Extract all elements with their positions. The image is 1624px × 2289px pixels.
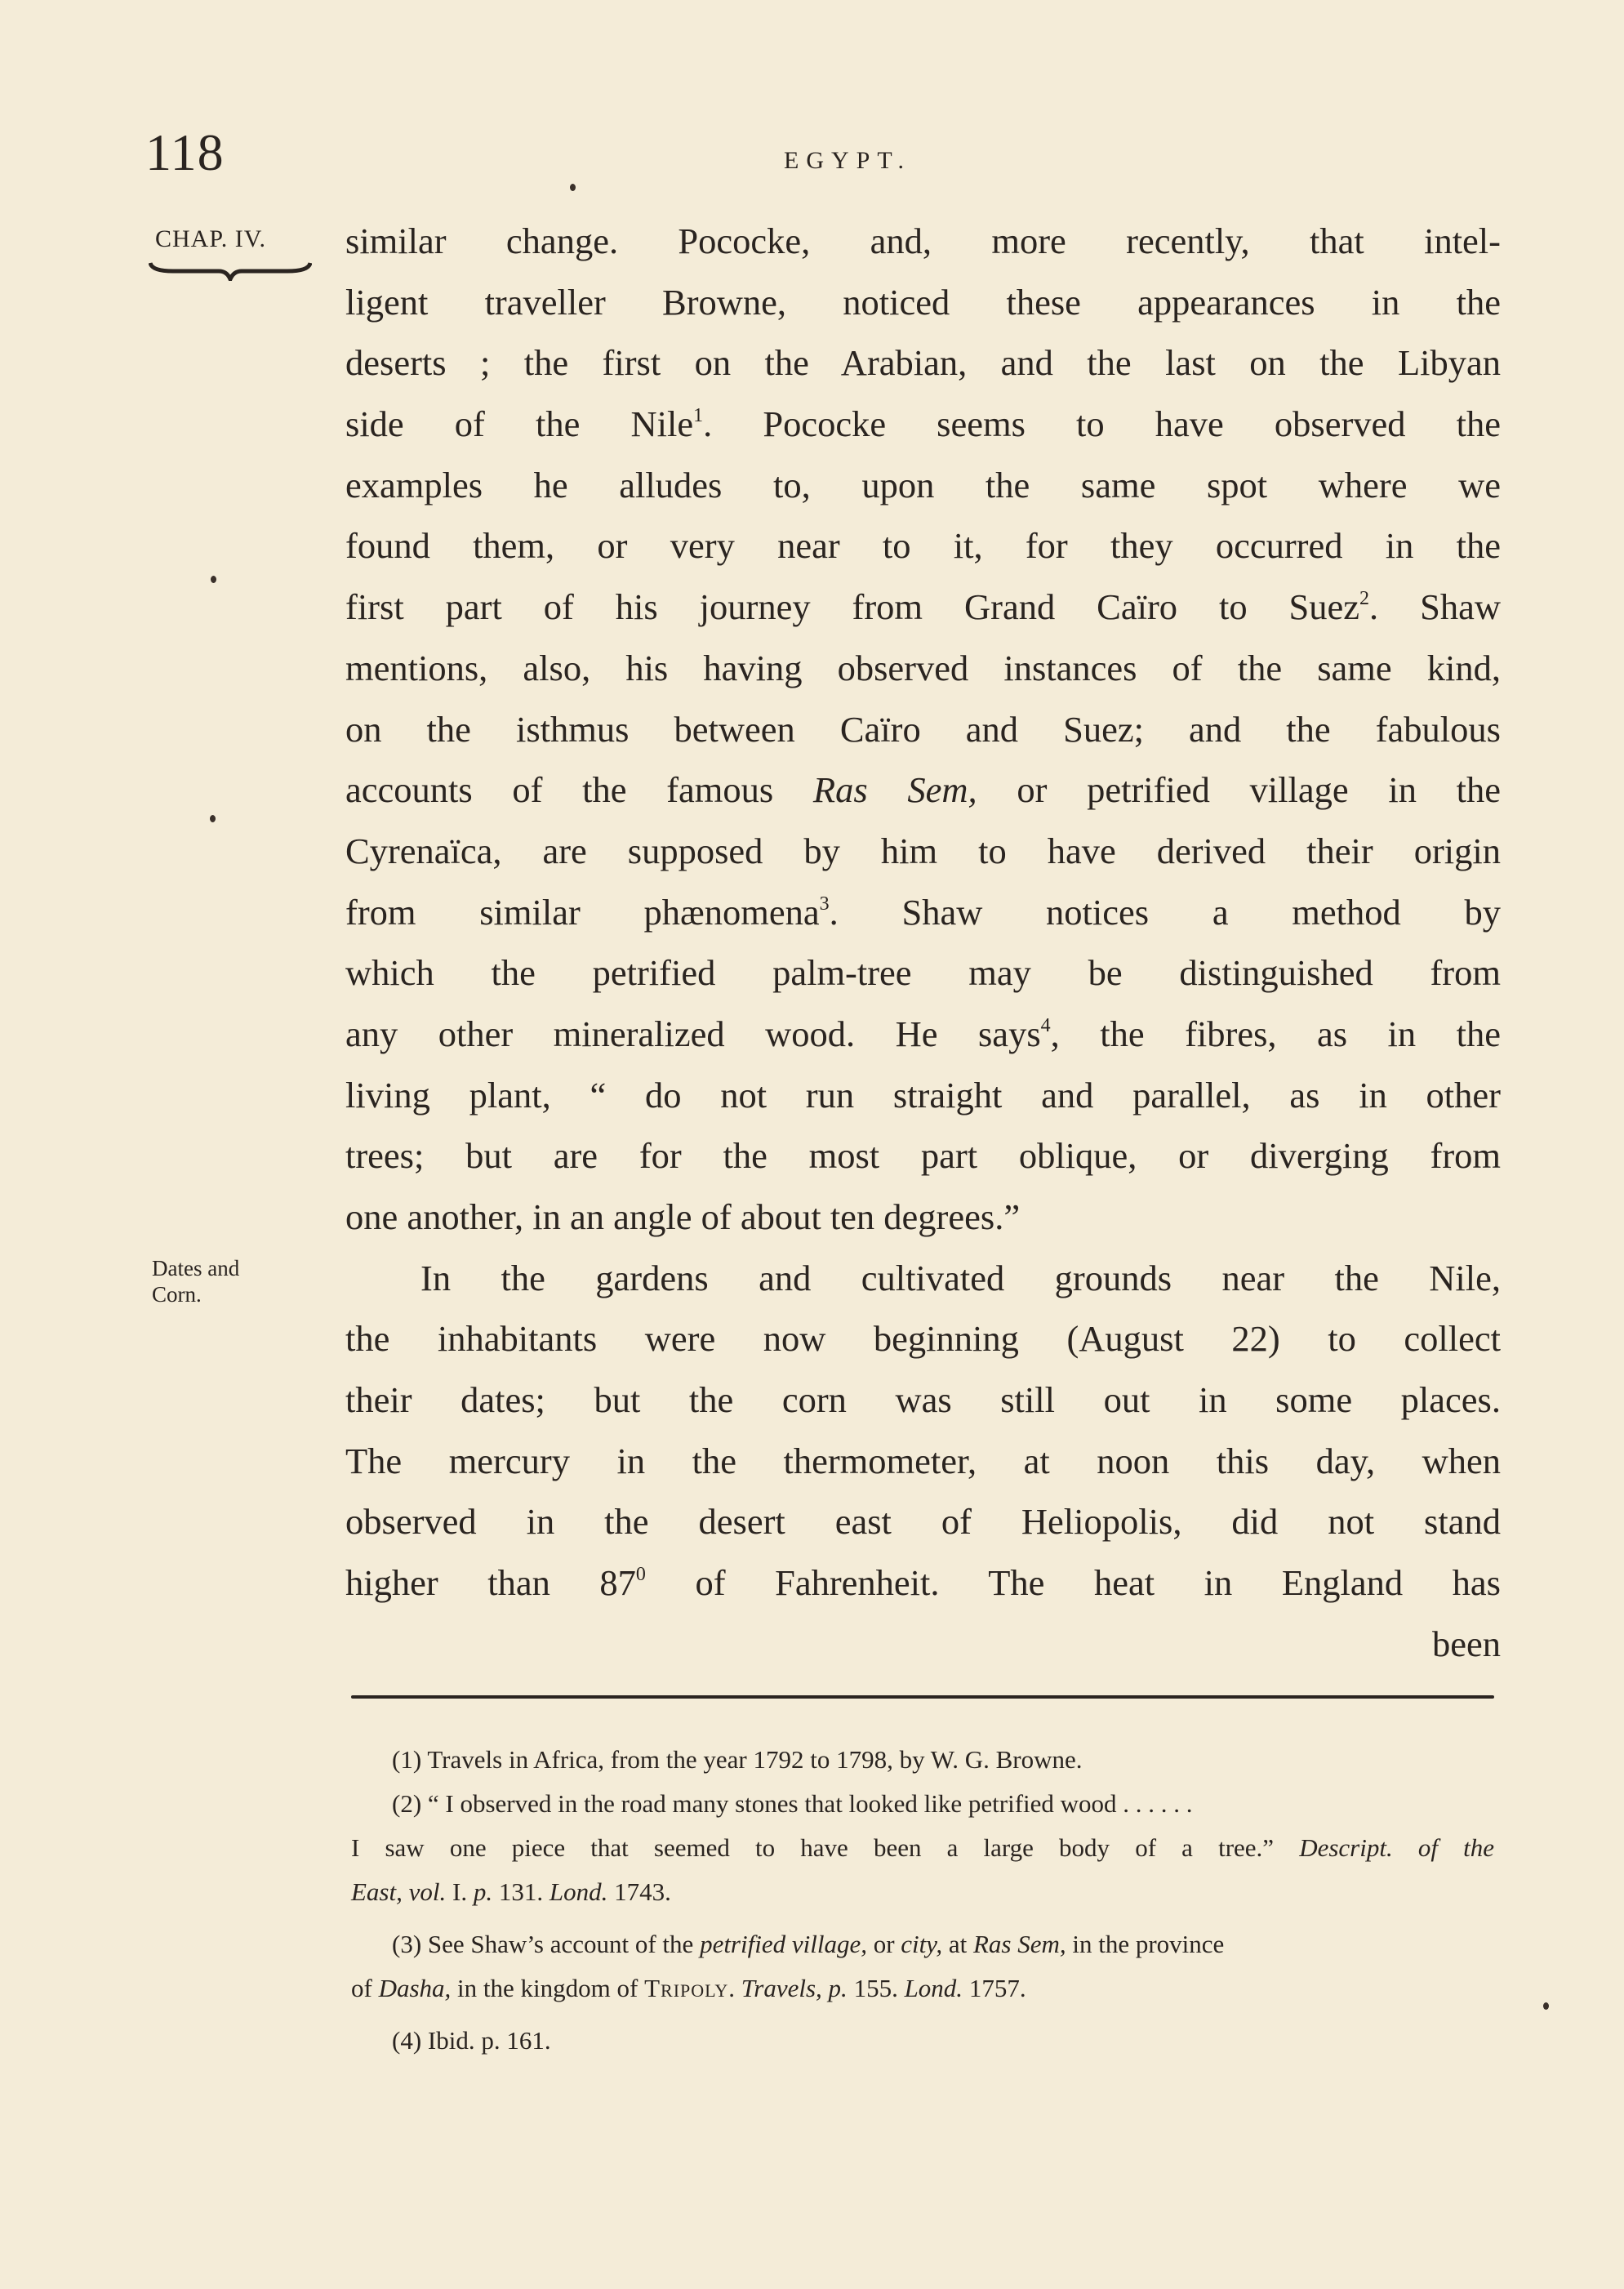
footnote-2: (2) “ I observed in the road many stones that looked like petrified wood . . . . . .: [392, 1789, 1193, 1818]
text-line: living plant, “ do not run straight and parallel, as in other: [345, 1074, 1501, 1116]
text-line: the inhabitants were now beginning (August 22) to collect: [345, 1318, 1501, 1360]
margin-note-line: Corn.: [152, 1282, 202, 1307]
text-line: first part of his journey from Grand Caïro to Suez$^2$. Shaw: [345, 586, 1501, 628]
margin-note: [152, 1255, 315, 1307]
text-line: one another, in an angle of about ten degrees.”: [345, 1196, 1021, 1237]
text-line: accounts of the famous Ras Sem, or petrified village in the: [345, 769, 1501, 811]
text-line: found them, or very near to it, for they occurred in the: [345, 525, 1501, 567]
text-line: trees; but are for the most part oblique, or diverging from: [345, 1135, 1501, 1177]
footnote-2-cont: East, vol. I. p. 131. Lond. 1743.: [351, 1877, 671, 1906]
chapter-brace-ornament: [149, 260, 312, 281]
margin-note-line: Dates and: [152, 1256, 240, 1280]
footnote-ref: 3: [819, 893, 830, 915]
text-line: Cyrenaïca, are supposed by him to have derived their origin: [345, 830, 1501, 871]
text-line: which the petrified palm-tree may be distinguished from: [345, 952, 1501, 994]
text-line: mentions, also, his having observed instances of the same kind,: [345, 647, 1501, 688]
text-line: higher than $87^0$ of Fahrenheit. The heat in England has: [345, 1562, 1501, 1604]
running-head: EGYPT.: [784, 147, 911, 174]
text-line: any other mineralized wood. He says$^4$, the fibres, as in the: [345, 1013, 1501, 1054]
footnote-2-cont: I saw one piece that seemed to have been a large body of a tree.” Descript. of the: [351, 1833, 1494, 1862]
footnote-ref: 4: [1040, 1014, 1051, 1036]
text-line: deserts ; the first on the Arabian, and the last on the Libyan: [345, 342, 1501, 384]
text-line: similar change. Pococke, and, more recently, that intel-: [345, 220, 1501, 261]
ink-speck: [570, 184, 576, 191]
footnote-3-cont: of Dasha, in the kingdom of Tripoly. Travels, p. 155. Lond. 1757.: [351, 1974, 1026, 2002]
chapter-label: CHAP. IV.: [155, 225, 266, 252]
text-line: their dates; but the corn was still out in some places.: [345, 1379, 1501, 1421]
footnote-rule: [351, 1695, 1494, 1699]
body-text: [345, 211, 1501, 1675]
ink-speck: [1543, 2002, 1549, 2010]
page-number: 118: [145, 123, 225, 181]
ink-speck: [210, 815, 216, 822]
footnote-1: (1) Travels in Africa, from the year 1792 to 1798, by W. G. Browne.: [392, 1745, 1083, 1774]
text-line: examples he alludes to, upon the same spot where we: [345, 464, 1501, 505]
text-line: side of the Nile$^1$. Pococke seems to have observed the: [345, 403, 1501, 445]
text-line: observed in the desert east of Heliopolis, did not stand: [345, 1501, 1501, 1543]
text-line: The mercury in the thermometer, at noon this day, when: [345, 1440, 1501, 1481]
footnote-ref: 1: [693, 405, 704, 427]
catchword: been: [1431, 1623, 1501, 1664]
text-line: In the gardens and cultivated grounds near the Nile,: [420, 1257, 1501, 1298]
text-line: ligent traveller Browne, noticed these appearances in the: [345, 281, 1501, 323]
footnote-4: (4) Ibid. p. 161.: [392, 2026, 551, 2055]
footnote-3: (3) See Shaw’s account of the petrified village, or city, at Ras Sem, in the province: [392, 1930, 1225, 1958]
text-line: on the isthmus between Caïro and Suez; and the fabulous: [345, 708, 1501, 750]
footnotes: [351, 1738, 1494, 2063]
text-line: from similar phænomena$^3$. Shaw notices a method by: [345, 891, 1501, 933]
degree-mark: 0: [635, 1564, 646, 1586]
ink-speck: [211, 576, 216, 583]
footnote-ref: 2: [1359, 588, 1370, 610]
